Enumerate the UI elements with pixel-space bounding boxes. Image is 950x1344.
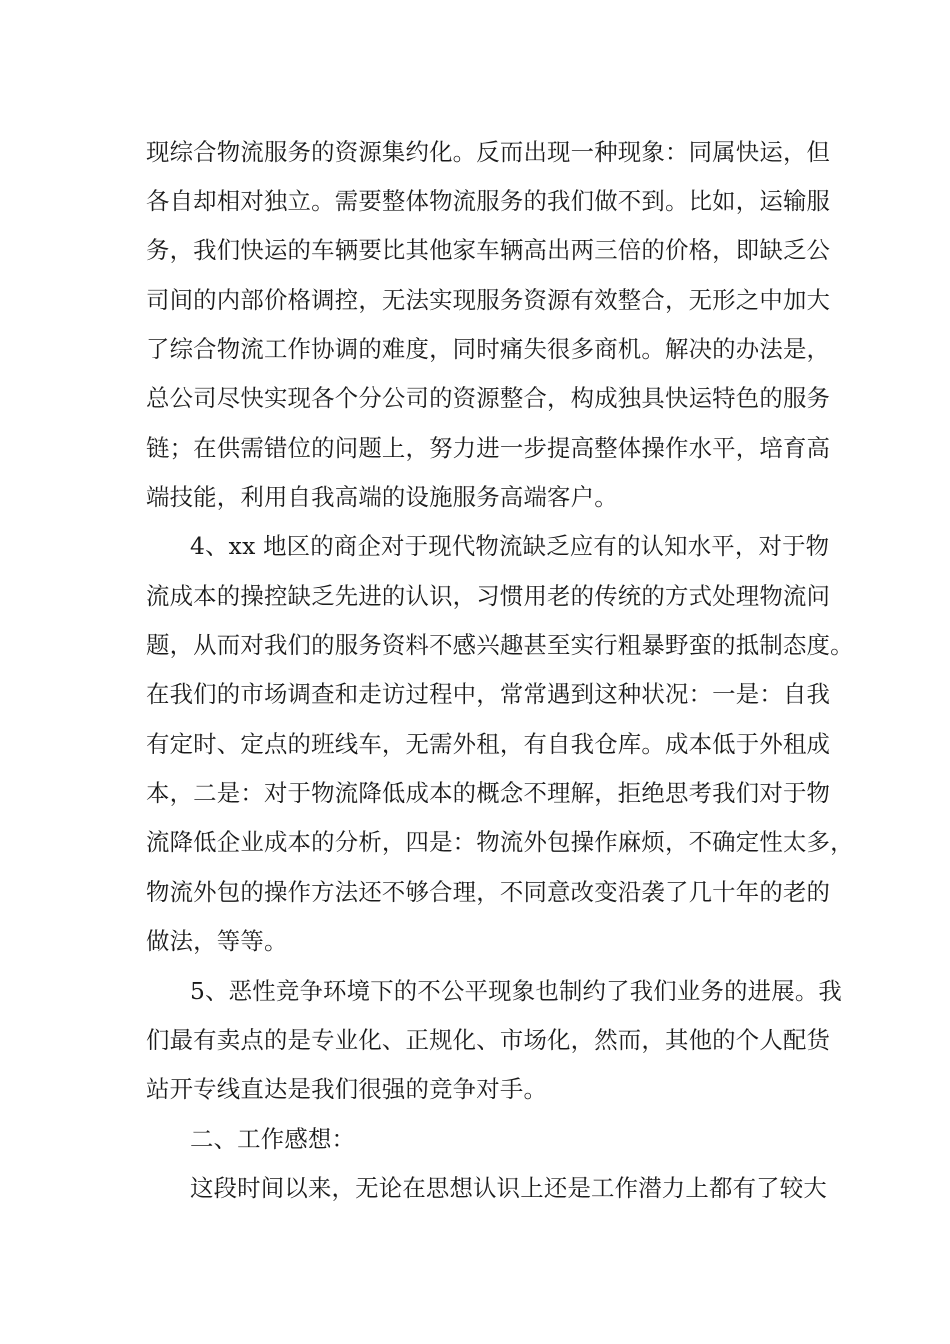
text-line: 流成本的操控缺乏先进的认识，习惯用老的传统的方式处理物流问 <box>146 582 831 610</box>
paragraph-first-line: 4、xx 地区的商企对于现代物流缺乏应有的认知水平，对于物 <box>190 532 830 560</box>
text-line: 务，我们快运的车辆要比其他家车辆高出两三倍的价格，即缺乏公 <box>146 236 831 264</box>
text-line: 链；在供需错位的问题上，努力进一步提高整体操作水平，培育高 <box>146 434 831 462</box>
text-line: 总公司尽快实现各个分公司的资源整合，构成独具快运特色的服务 <box>146 384 831 412</box>
text-line: 站开专线直达是我们很强的竞争对手。 <box>146 1075 548 1103</box>
text-line: 各自却相对独立。需要整体物流服务的我们做不到。比如，运输服 <box>146 187 831 215</box>
paragraph-first-line: 这段时间以来，无论在思想认识上还是工作潜力上都有了较大 <box>190 1174 827 1202</box>
text-line: 在我们的市场调查和走访过程中，常常遇到这种状况：一是：自我 <box>146 680 831 708</box>
text-line: 物流外包的操作方法还不够合理，不同意改变沿袭了几十年的老的 <box>146 878 831 906</box>
text-line: 端技能，利用自我高端的设施服务高端客户。 <box>146 483 618 511</box>
paragraph-first-line: 5、恶性竞争环境下的不公平现象也制约了我们业务的进展。我 <box>190 977 843 1005</box>
text-line: 流降低企业成本的分析，四是：物流外包操作麻烦，不确定性太多， <box>146 828 854 856</box>
text-line: 本，二是：对于物流降低成本的概念不理解，拒绝思考我们对于物 <box>146 779 831 807</box>
text-line: 们最有卖点的是专业化、正规化、市场化，然而，其他的个人配货 <box>146 1026 831 1054</box>
text-line: 司间的内部价格调控，无法实现服务资源有效整合，无形之中加大 <box>146 286 831 314</box>
text-line: 做法，等等。 <box>146 927 288 955</box>
text-line: 了综合物流工作协调的难度，同时痛失很多商机。解决的办法是， <box>146 335 831 363</box>
text-line: 有定时、定点的班线车，无需外租，有自我仓库。成本低于外租成 <box>146 730 831 758</box>
text-line: 现综合物流服务的资源集约化。反而出现一种现象：同属快运，但 <box>146 138 831 166</box>
section-heading: 二、工作感想： <box>190 1125 356 1153</box>
text-line: 题，从而对我们的服务资料不感兴趣甚至实行粗暴野蛮的抵制态度。 <box>146 631 854 659</box>
